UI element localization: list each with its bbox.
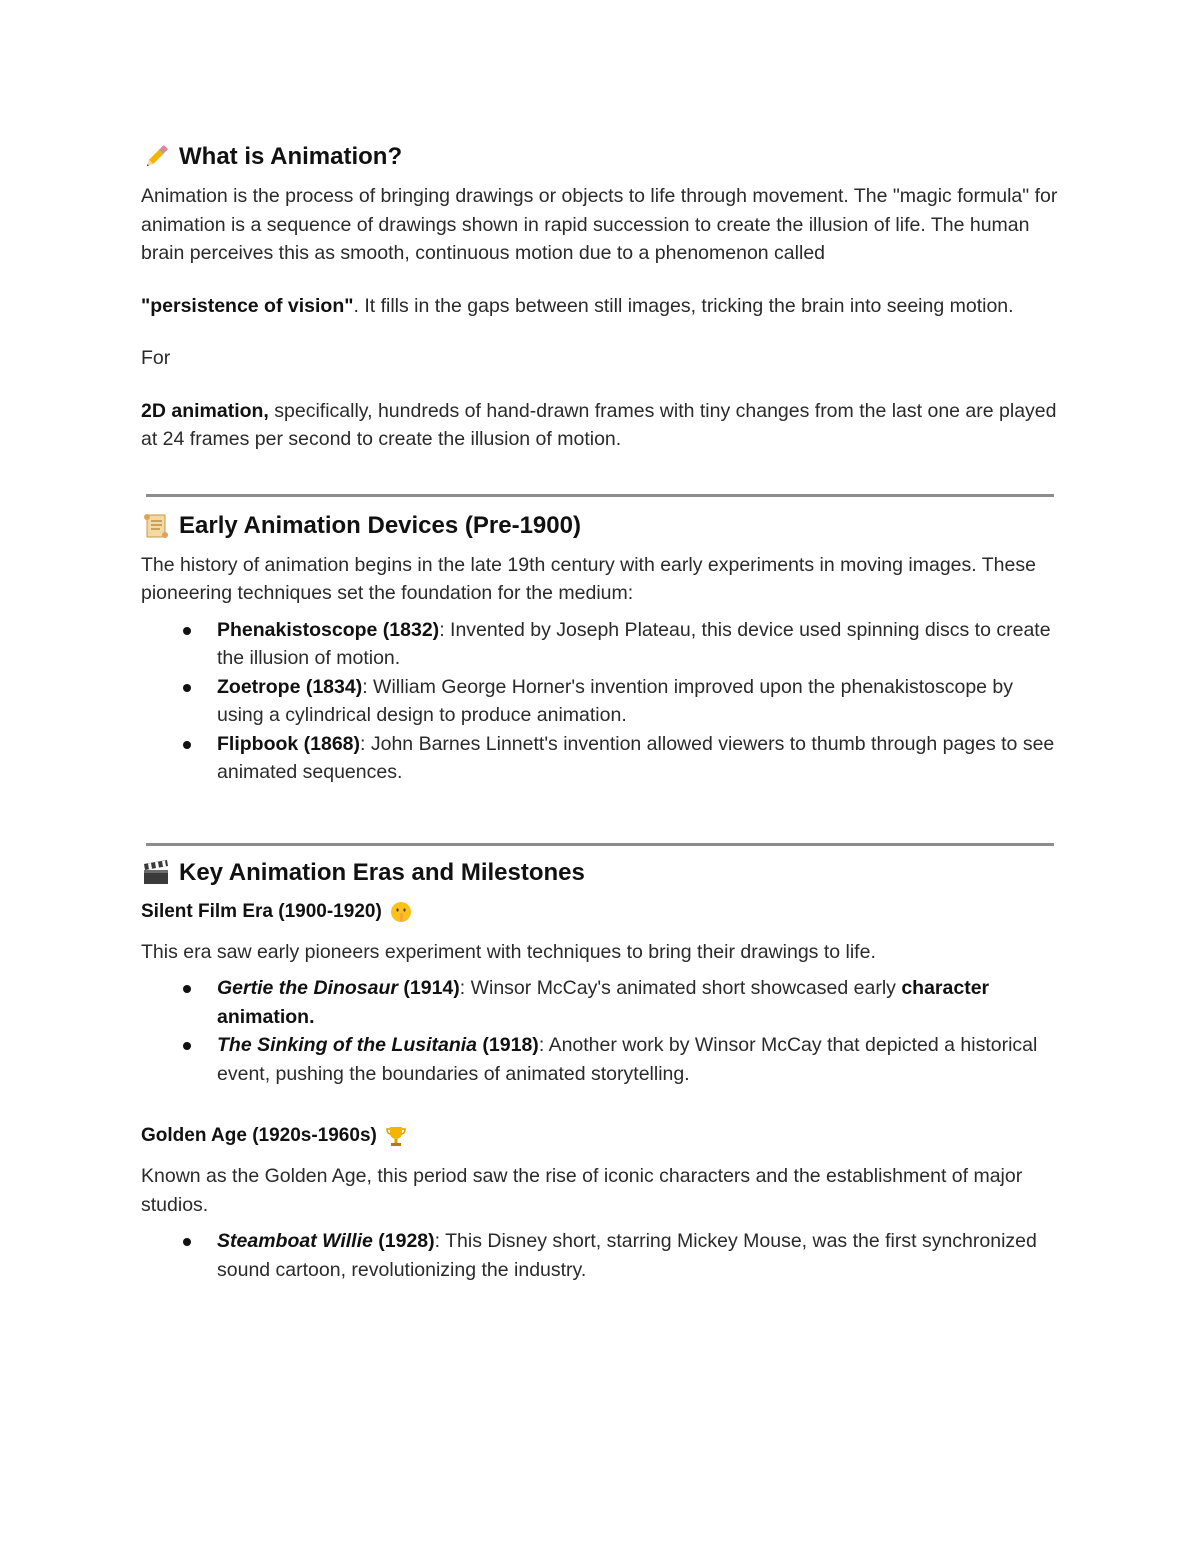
golden-age-list xyxy=(141,1227,1061,1284)
item-title: Steamboat Willie xyxy=(217,1230,373,1252)
section-heading-early-devices xyxy=(141,509,1061,543)
section-heading-key-eras xyxy=(141,856,1061,890)
list-item xyxy=(217,730,1061,787)
subheading-silent-era xyxy=(141,898,1061,926)
bullet-dot xyxy=(183,684,191,692)
list-item xyxy=(217,616,1061,673)
paragraph-silent-era-intro: This era saw early pioneers experiment with techniques to bring their drawings to life. xyxy=(141,940,876,963)
item-year: (1914) xyxy=(397,977,460,999)
list-item xyxy=(217,1227,1061,1284)
paragraph-2d-animation xyxy=(141,397,1061,454)
list-item xyxy=(217,974,1061,1031)
item-year: (1918) xyxy=(477,1034,539,1056)
paragraph-persistence xyxy=(141,292,1061,321)
item-text: : William George Horner's invention improved upon the phenakistoscope by using a cylindrical design to produce animation. xyxy=(217,675,1014,726)
paragraph-definition: Animation is the process of bringing drawings or objects to life through movement. The "magic formula" for animation is a sequence of drawings shown in rapid succession to create the illusion of life. The human brain perceives this as smooth, continuous motion due to a phenomenon called xyxy=(141,185,1058,264)
bold-term-persistence: "persistence of vision" xyxy=(141,294,354,317)
bullet-dot xyxy=(183,985,191,993)
subheading-golden-age xyxy=(141,1122,1061,1150)
paragraph-golden-age-intro: Known as the Golden Age, this period saw the rise of iconic characters and the establishment of major studios. xyxy=(141,1165,1023,1216)
item-title: Phenakistoscope (1832) xyxy=(217,618,440,641)
trophy-icon xyxy=(385,1125,407,1147)
section-heading-text: Key Animation Eras and Milestones xyxy=(179,858,585,886)
paragraph-2d-animation-rest: specifically, hundreds of hand-drawn frames with tiny changes from the last one are played at 24 frames per second to create the illusion of motion. xyxy=(141,399,1057,450)
item-text: : John Barnes Linnett's invention allowed viewers to thumb through pages to see animated sequences. xyxy=(217,732,1055,783)
scroll-icon xyxy=(141,511,171,541)
clapperboard-icon xyxy=(141,858,171,888)
item-title: Zoetrope (1834) xyxy=(217,675,363,698)
section-heading-what-is-animation xyxy=(141,140,1061,174)
list-item xyxy=(217,1031,1061,1088)
item-title: The Sinking of the Lusitania xyxy=(217,1034,478,1056)
bullet-dot xyxy=(183,1042,191,1050)
bullet-dot xyxy=(183,627,191,635)
silent-era-list xyxy=(141,974,1061,1088)
item-text: : Another work by Winsor McCay that depicted a historical event, pushing the boundaries of animated storytelling. xyxy=(217,1034,1038,1085)
item-title: Gertie the Dinosaur xyxy=(217,977,398,999)
bullet-dot xyxy=(183,741,191,749)
paragraph-history-intro: The history of animation begins in the late 19th century with early experiments in moving images. These pioneering techniques set the foundation for the medium: xyxy=(141,553,1036,604)
subheading-text: Silent Film Era (1900-1920) xyxy=(141,900,382,922)
pencil-icon xyxy=(141,142,171,172)
item-year: (1928) xyxy=(372,1230,435,1252)
shushing-face-icon xyxy=(390,901,412,923)
item-tail-bold: character animation. xyxy=(217,977,990,1028)
bold-term-2d-animation: 2D animation, xyxy=(141,399,269,422)
document-page xyxy=(141,138,1061,1284)
bullet-dot xyxy=(183,1238,191,1246)
subheading-text: Golden Age (1920s-1960s) xyxy=(141,1125,377,1146)
item-title: Flipbook (1868) xyxy=(217,732,361,755)
section-heading-text: Early Animation Devices (Pre-1900) xyxy=(179,511,581,539)
list-item xyxy=(217,673,1061,730)
paragraph-persistence-rest: . It fills in the gaps between still images, tricking the brain into seeing motion. xyxy=(353,294,1014,317)
section-heading-text: What is Animation? xyxy=(179,143,403,170)
item-text: : This Disney short, starring Mickey Mouse, was the first synchronized sound cartoon, revolutionizing the industry. xyxy=(217,1230,1037,1281)
item-text: : Invented by Joseph Plateau, this device used spinning discs to create the illusion of motion. xyxy=(217,618,1051,669)
paragraph-for: For xyxy=(141,347,171,369)
devices-list xyxy=(141,616,1061,787)
item-text: : Winsor McCay's animated short showcased early xyxy=(459,977,902,999)
